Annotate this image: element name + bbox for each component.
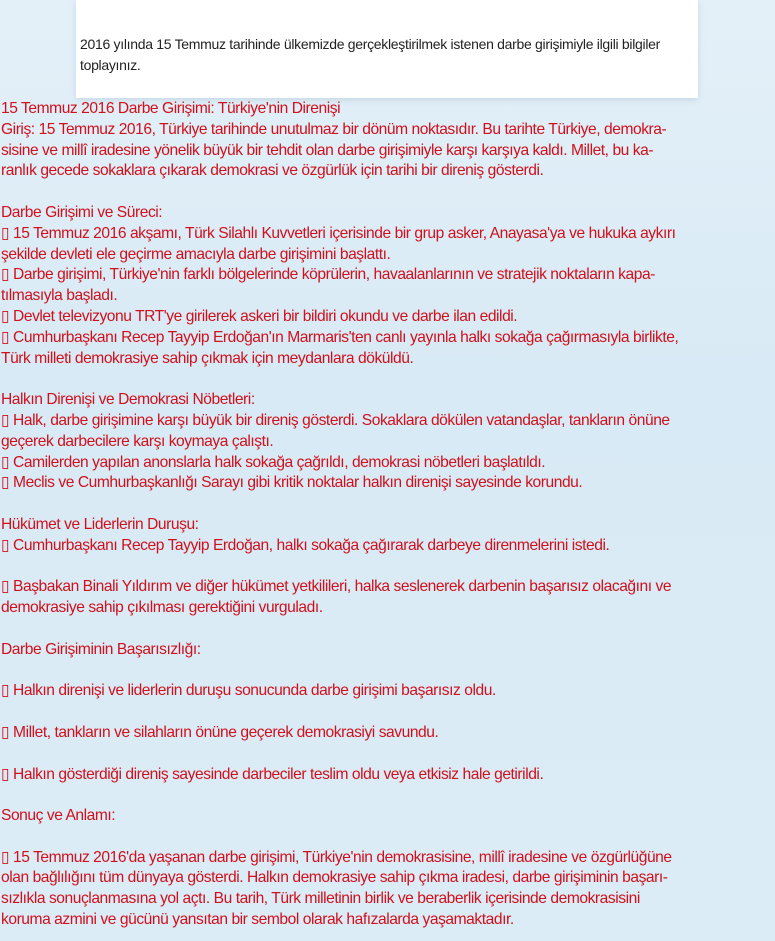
bullet-line-cont: demokrasiye sahip çıkılması gerektiğini vurguladı. — [1, 599, 323, 617]
bullet-icon: ▯ — [1, 765, 10, 783]
bullet-icon: ▯ — [1, 307, 10, 325]
bullet-icon: ▯ — [1, 536, 10, 554]
section-heading: Darbe Girişiminin Başarısızlığı: — [1, 640, 201, 658]
question-line: toplayınız. — [80, 57, 141, 73]
bullet-line: ▯ Cumhurbaşkanı Recep Tayyip Erdoğan'ın Marmaris'ten canlı yayınla halkı sokağa çağırmasıyla birlikte, — [1, 328, 679, 346]
bullet-line: ▯ Meclis ve Cumhurbaşkanlığı Sarayı gibi kritik noktalar halkın direnişi sayesinde korundu. — [1, 474, 583, 492]
intro-line: Giriş: 15 Temmuz 2016, Türkiye tarihinde unutulmaz bir dönüm noktasıdır. Bu tarihte Türkiye, demokra- — [1, 120, 667, 138]
bullet-line: ▯ Darbe girişimi, Türkiye'nin farklı bölgelerinde köprülerin, havaalanlarının ve stratejik noktaların kapa- — [1, 266, 655, 284]
question-text — [80, 34, 695, 76]
bullet-line-cont: tılmasıyla başladı. — [1, 287, 118, 305]
bullet-icon: ▯ — [1, 224, 10, 242]
section-heading: Sonuç ve Anlamı: — [1, 807, 116, 825]
bullet-line: ▯ Başbakan Binali Yıldırım ve diğer hükümet yetkilileri, halka seslenerek darbenin başarısız olacağını ve — [1, 578, 672, 596]
section-heading: Halkın Direnişi ve Demokrasi Nöbetleri: — [1, 391, 255, 409]
intro-line: ranlık gecede sokaklara çıkarak demokrasi ve özgürlük için tarihi bir direniş gösterdi. — [1, 162, 544, 180]
article-title: 15 Temmuz 2016 Darbe Girişimi: Türkiye'nin Direnişi — [1, 100, 341, 117]
bullet-line: ▯ Halkın gösterdiği direniş sayesinde darbeciler teslim oldu veya etkisiz hale getirildi. — [1, 765, 544, 783]
bullet-line-cont: geçerek darbecilere karşı koymaya çalıştı. — [1, 432, 274, 450]
bullet-line-cont: şekilde devleti ele geçirme amacıyla darbe girişimini başlattı. — [1, 245, 391, 263]
bullet-line-cont: koruma azmini ve gücünü yansıtan bir sembol olarak hafızalarda yaşamaktadır. — [1, 911, 514, 929]
question-card — [76, 0, 698, 98]
bullet-line: ▯ Cumhurbaşkanı Recep Tayyip Erdoğan, halkı sokağa çağırarak darbeye direnmelerini istedi. — [1, 536, 610, 554]
bullet-icon: ▯ — [1, 723, 10, 741]
bullet-icon: ▯ — [1, 474, 10, 492]
intro-line: sisine ve millî iradesine yönelik büyük bir tehdit olan darbe girişimiyle karşı karşıya kaldı. Millet, bu ka- — [1, 141, 654, 159]
bullet-line-cont: sızlıkla sonuçlanmasına yol açtı. Bu tarih, Türk milletinin birlik ve beraberlik içerisinde demokrasisini — [1, 890, 640, 908]
section-heading: Hükümet ve Liderlerin Duruşu: — [1, 515, 199, 533]
bullet-line: ▯ 15 Temmuz 2016'da yaşanan darbe girişimi, Türkiye'nin demokrasisine, millî iradesine ve özgürlüğüne — [1, 848, 672, 866]
bullet-line-cont: Türk milleti demokrasiye sahip çıkmak için meydanlara döküldü. — [1, 349, 414, 367]
question-line: 2016 yılında 15 Temmuz tarihinde ülkemizde gerçekleştirilmek istenen darbe girişimiyle ilgili bilgiler — [80, 36, 660, 52]
section-heading: Darbe Girişimi ve Süreci: — [1, 203, 163, 221]
bullet-line: ▯ Halkın direnişi ve liderlerin duruşu sonucunda darbe girişimi başarısız oldu. — [1, 682, 496, 700]
bullet-line-cont: olan bağlılığını tüm dünyaya gösterdi. Halkın demokrasiye sahip çıkma iradesi, darbe girişiminin başarı- — [1, 869, 668, 887]
bullet-icon: ▯ — [1, 328, 10, 346]
bullet-line: ▯ Halk, darbe girişimine karşı büyük bir direniş gösterdi. Sokaklara dökülen vatandaşlar, tankların önüne — [1, 411, 670, 429]
bullet-icon: ▯ — [1, 453, 10, 471]
bullet-line: ▯ 15 Temmuz 2016 akşamı, Türk Silahlı Kuvvetleri içerisinde bir grup asker, Anayasa'ya ve hukuka aykırı — [1, 224, 676, 242]
bullet-icon: ▯ — [1, 266, 10, 284]
bullet-line: ▯ Camilerden yapılan anonslarla halk sokağa çağrıldı, demokrasi nöbetleri başlatıldı. — [1, 453, 546, 471]
bullet-line: ▯ Millet, tankların ve silahların önüne geçerek demokrasiyi savundu. — [1, 723, 439, 741]
bullet-line: ▯ Devlet televizyonu TRT'ye girilerek askeri bir bildiri okundu ve darbe ilan edildi. — [1, 307, 518, 325]
bullet-icon: ▯ — [1, 578, 10, 596]
answer-text — [1, 99, 775, 931]
bullet-icon: ▯ — [1, 848, 10, 866]
bullet-icon: ▯ — [1, 411, 10, 429]
bullet-icon: ▯ — [1, 682, 10, 700]
